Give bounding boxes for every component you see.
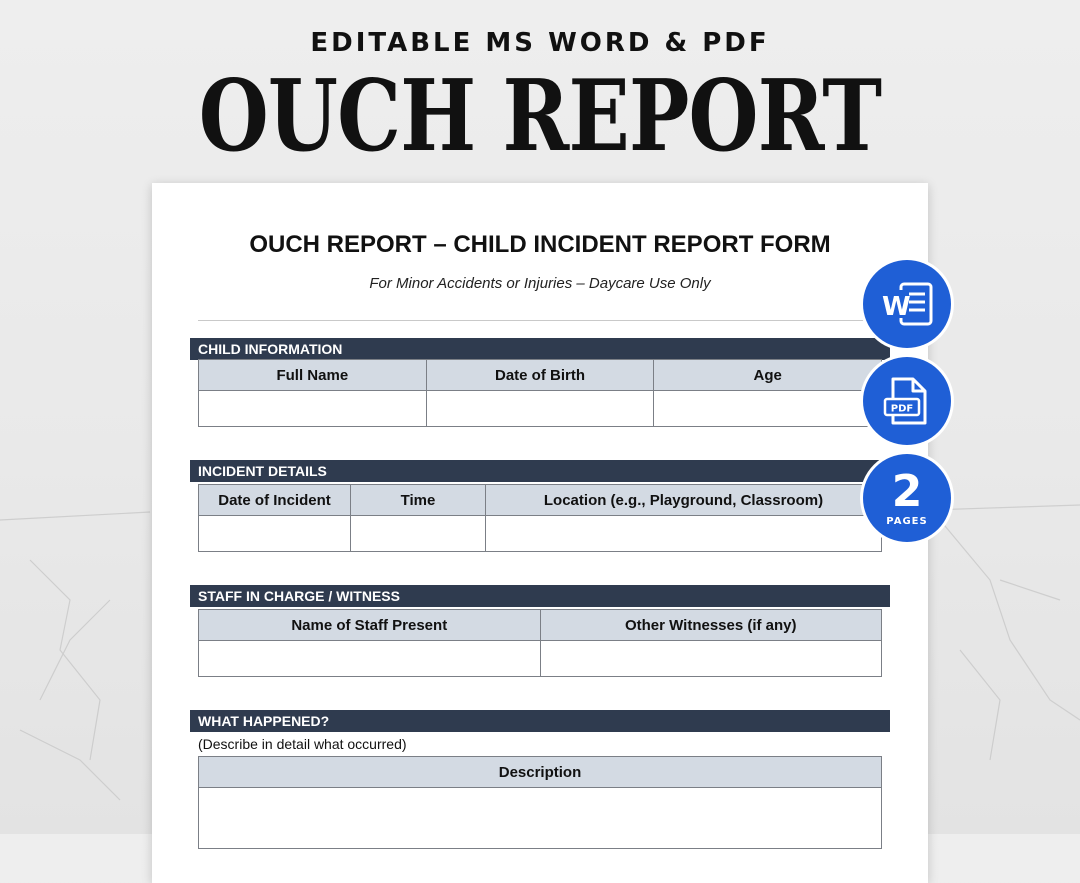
- word-format-badge: [863, 260, 951, 348]
- full-name-field[interactable]: [199, 391, 427, 427]
- section-heading-staff-witness: STAFF IN CHARGE / WITNESS: [190, 585, 890, 607]
- incident-details-table: [198, 484, 882, 552]
- section-heading-child-information: CHILD INFORMATION: [190, 338, 890, 360]
- section-heading-what-happened: WHAT HAPPENED?: [190, 710, 890, 732]
- other-witnesses-field[interactable]: [540, 641, 882, 677]
- pdf-label: PDF: [890, 403, 914, 415]
- pages-count-badge: [863, 454, 951, 542]
- format-label: EDITABLE MS WORD & PDF: [310, 28, 770, 58]
- time-field[interactable]: [351, 516, 486, 552]
- description-table: [198, 756, 882, 849]
- date-of-incident-field[interactable]: [199, 516, 351, 552]
- date-of-birth-field[interactable]: [426, 391, 654, 427]
- column-header-description: Description: [199, 757, 882, 788]
- title-divider: [198, 320, 888, 321]
- column-header-staff-present: Name of Staff Present: [199, 610, 541, 641]
- column-header-location: Location (e.g., Playground, Classroom): [486, 485, 882, 516]
- column-header-time: Time: [351, 485, 486, 516]
- column-header-age: Age: [654, 360, 882, 391]
- pdf-format-badge: [863, 357, 951, 445]
- pages-count: 2: [891, 465, 923, 517]
- what-happened-note: (Describe in detail what occurred): [198, 736, 407, 752]
- staff-witness-table: [198, 609, 882, 677]
- column-header-other-witnesses: Other Witnesses (if any): [540, 610, 882, 641]
- age-field[interactable]: [654, 391, 882, 427]
- column-header-full-name: Full Name: [199, 360, 427, 391]
- location-field[interactable]: [486, 516, 882, 552]
- column-header-date-of-birth: Date of Birth: [426, 360, 654, 391]
- word-letter: W: [882, 292, 911, 322]
- document-page: [152, 183, 928, 883]
- pages-label: PAGES: [886, 515, 928, 527]
- document-subtitle: For Minor Accidents or Injuries – Daycare Use Only: [369, 275, 711, 292]
- staff-present-field[interactable]: [199, 641, 541, 677]
- document-title: OUCH REPORT – CHILD INCIDENT REPORT FORM: [249, 231, 831, 258]
- banner-title: OUCH REPORT: [198, 59, 882, 174]
- child-information-table: [198, 359, 882, 427]
- description-field[interactable]: [199, 788, 882, 849]
- section-heading-incident-details: INCIDENT DETAILS: [190, 460, 890, 482]
- word-icon: [879, 280, 935, 328]
- pdf-icon: [879, 373, 935, 429]
- column-header-date-of-incident: Date of Incident: [199, 485, 351, 516]
